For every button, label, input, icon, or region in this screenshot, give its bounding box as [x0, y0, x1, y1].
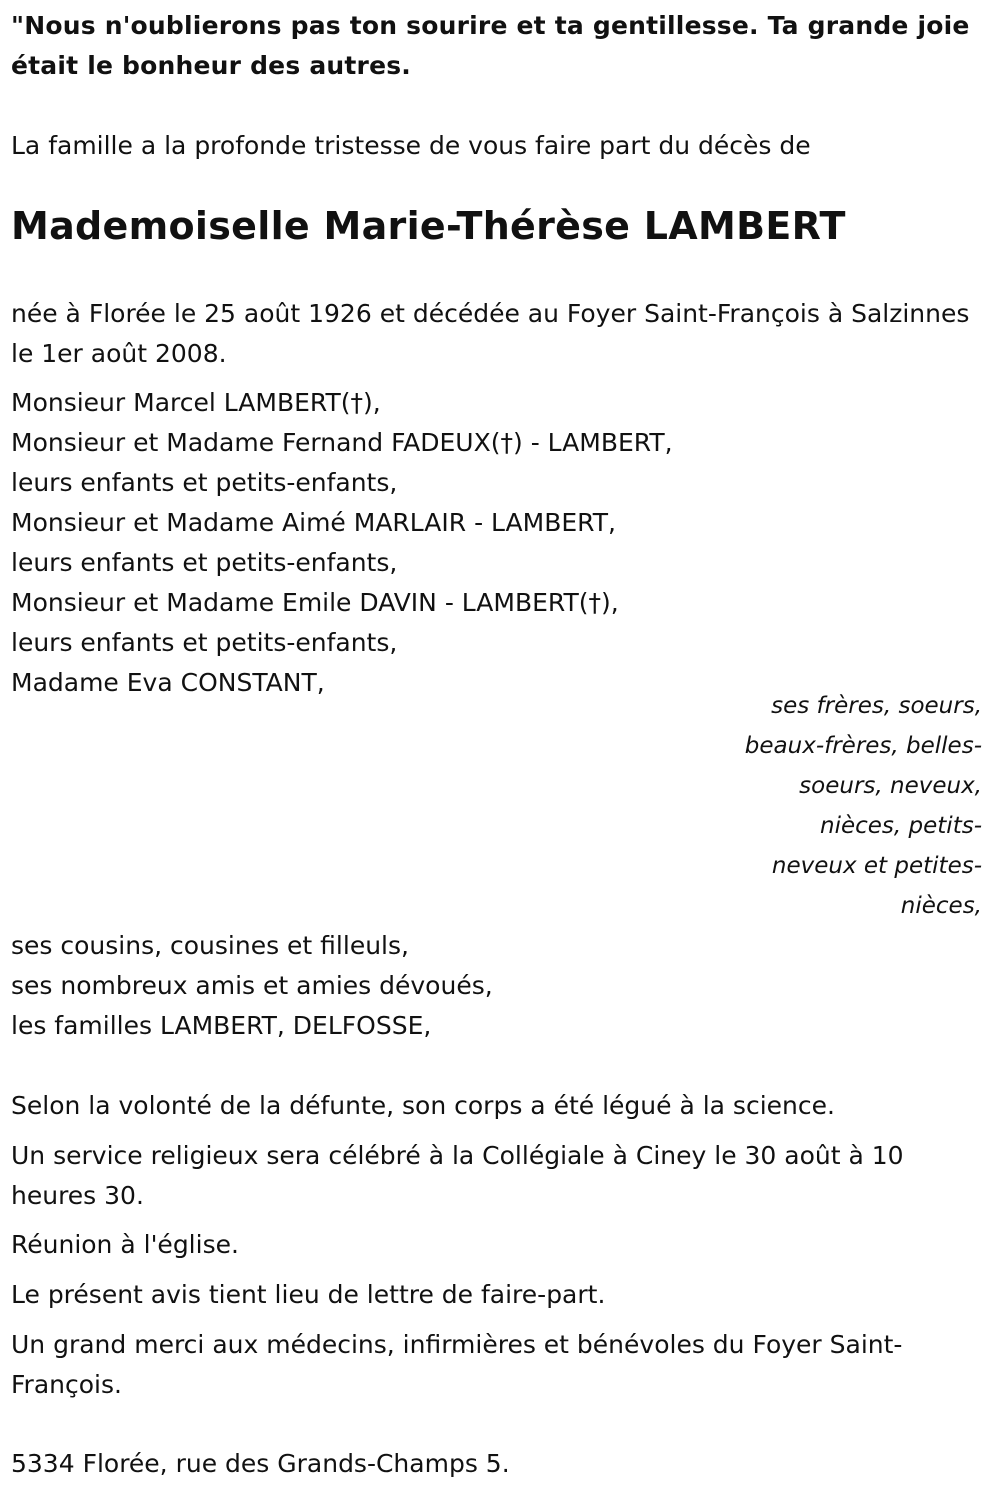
relation-description	[712, 686, 982, 926]
family-address: 5334 Florée, rue des Grands-Champs 5.	[11, 1449, 510, 1478]
announcement-intro: La famille a la profonde tristesse de vous faire part du décès de	[11, 131, 811, 160]
relation-line: beaux-frères, belles-	[744, 733, 982, 759]
family-list	[11, 383, 673, 703]
family-line: Madame Eva CONSTANT,	[11, 668, 325, 697]
meeting-text: Réunion à l'église.	[11, 1230, 239, 1259]
family-line: leurs enfants et petits-enfants,	[11, 468, 398, 497]
family-line: Monsieur et Madame Emile DAVIN - LAMBERT(†),	[11, 588, 619, 617]
deceased-name: Mademoiselle Marie-Thérèse LAMBERT	[11, 204, 846, 248]
religious-service-text: Un service religieux sera célébré à la Collégiale à Ciney le 30 août à 10 heures 30.	[11, 1141, 904, 1210]
other-line: ses cousins, cousines et filleuls,	[11, 931, 409, 960]
family-line: leurs enfants et petits-enfants,	[11, 628, 398, 657]
other-line: ses nombreux amis et amies dévoués,	[11, 971, 493, 1000]
birth-death-details: née à Florée le 25 août 1926 et décédée au Foyer Saint-François à Salzinnes le 1er août 2008.	[11, 299, 970, 368]
science-donation-text: Selon la volonté de la défunte, son corps a été légué à la science.	[11, 1091, 835, 1120]
relation-line: ses frères, soeurs,	[771, 693, 982, 719]
thanks-text: Un grand merci aux médecins, infirmières et bénévoles du Foyer Saint-François.	[11, 1330, 903, 1399]
relation-line: nièces, petits-	[820, 813, 982, 839]
family-line: Monsieur Marcel LAMBERT(†),	[11, 388, 381, 417]
notice-letter-text: Le présent avis tient lieu de lettre de faire-part.	[11, 1280, 606, 1309]
memorial-quote: "Nous n'oublierons pas ton sourire et ta gentillesse. Ta grande joie était le bonheur des autres.	[11, 11, 970, 80]
family-line: leurs enfants et petits-enfants,	[11, 548, 398, 577]
other-mourners	[11, 926, 493, 1046]
other-line: les familles LAMBERT, DELFOSSE,	[11, 1011, 432, 1040]
relation-line: neveux et petites-	[771, 853, 982, 879]
family-line: Monsieur et Madame Aimé MARLAIR - LAMBERT,	[11, 508, 616, 537]
relation-line: nièces,	[900, 893, 982, 919]
family-line: Monsieur et Madame Fernand FADEUX(†) - LAMBERT,	[11, 428, 673, 457]
relation-line: soeurs, neveux,	[799, 773, 982, 799]
